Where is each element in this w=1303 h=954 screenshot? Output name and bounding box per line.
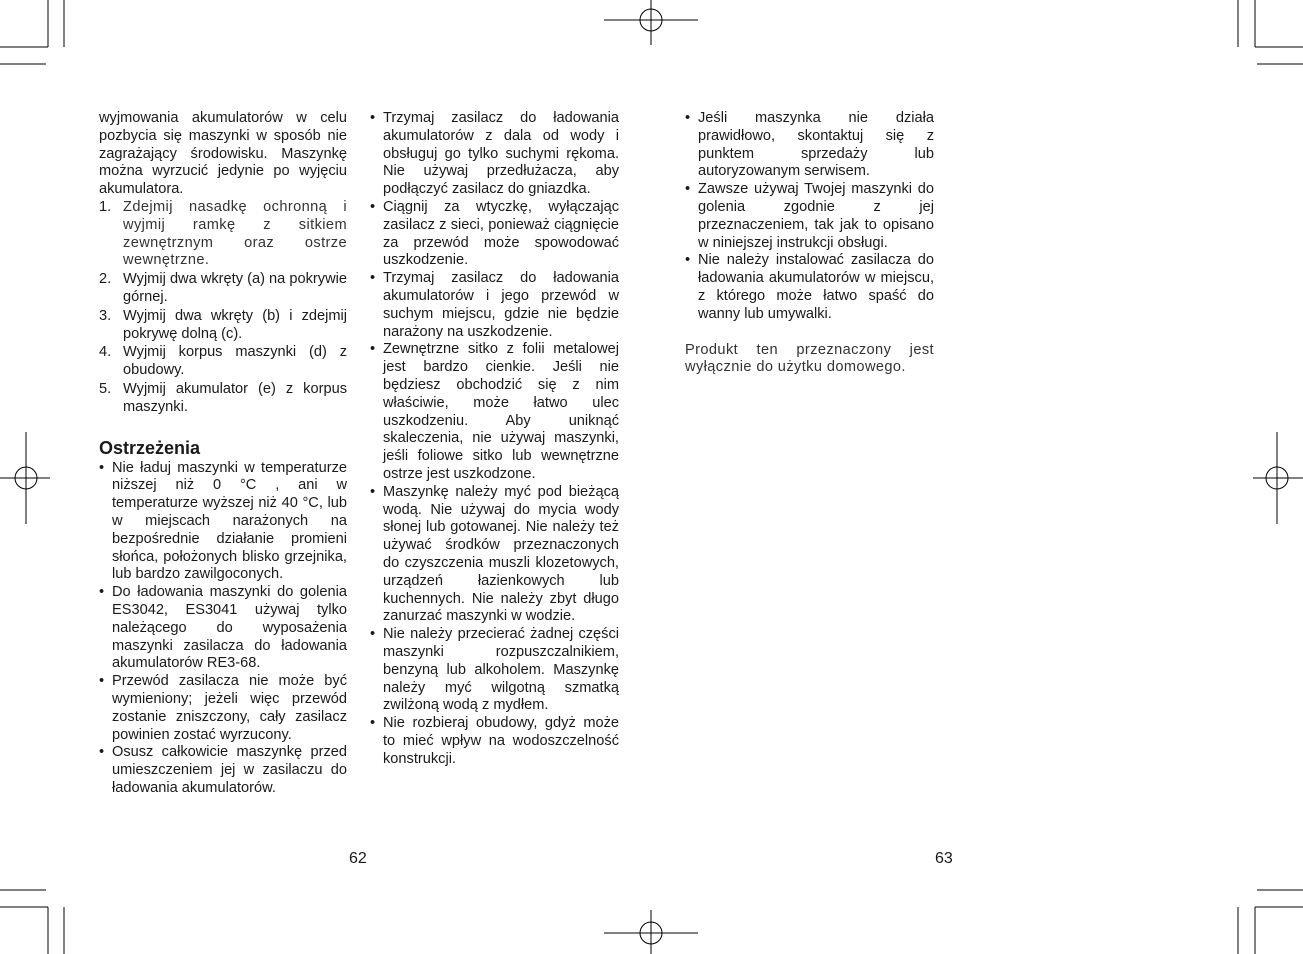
bullet-dot: • xyxy=(370,715,376,732)
warnings-list-2 xyxy=(370,110,619,768)
right-bullets-list xyxy=(685,110,934,324)
step-text: Zdejmij nasadkę ochronną i wyjmij ramkę z sitkiem zewnętrznym oraz ostrze wewnętrzne. xyxy=(123,198,347,269)
step-text: Wyjmij dwa wkręty (a) na pokrywie górnej. xyxy=(123,271,347,305)
bullet-dot: • xyxy=(370,198,376,215)
bullet-item xyxy=(685,181,934,252)
bullet-dot: • xyxy=(685,110,691,126)
warning-text: Przewód zasilacza nie może być wymieniony; jeżeli więc przewód zostanie zniszczony, cały zasilacz powinien zostać wyrzucony. xyxy=(112,673,347,743)
step-text: Wyjmij korpus maszynki (d) z obudowy. xyxy=(123,344,347,379)
bullet-text: Nie należy instalować zasilacza do ładowania akumulatorów w miejscu, z którego może łatwo spaść do wanny lub umywalki. xyxy=(698,252,934,322)
bullet-dot: • xyxy=(685,252,691,269)
step-item xyxy=(99,381,347,417)
right-page-column-1 xyxy=(685,110,934,377)
warning-item xyxy=(370,270,619,341)
bullet-dot: • xyxy=(370,483,376,500)
warning-item xyxy=(370,199,619,270)
bullet-item xyxy=(685,110,934,181)
bullet-dot: • xyxy=(99,584,105,601)
warning-item xyxy=(370,484,619,626)
bullet-dot: • xyxy=(99,673,105,690)
warning-item xyxy=(370,626,619,715)
warning-item xyxy=(99,744,347,797)
step-number: 5. xyxy=(99,380,112,397)
step-item xyxy=(99,308,347,344)
spacer xyxy=(685,324,934,342)
warning-item xyxy=(99,584,347,673)
warning-text: Nie rozbieraj obudowy, gdyż może to mieć wpływ na wodoszczelność konstrukcji. xyxy=(383,715,619,767)
bullet-item xyxy=(685,252,934,323)
bullet-dot: • xyxy=(370,341,376,358)
warnings-heading: Ostrzeżenia xyxy=(99,437,201,458)
page-number-left: 62 xyxy=(349,850,367,867)
step-number: 4. xyxy=(99,344,112,361)
bullet-dot: • xyxy=(370,110,376,126)
warning-text: Trzymaj zasilacz do ładowania akumulatorów i jego przewód w suchym miejscu, gdzie nie będzie narażony na uszkodzenie. xyxy=(383,270,619,340)
bullet-text: Zawsze używaj Twojej maszynki do golenia zgodnie z jej przeznaczeniem, tak jak to opisano w niniejszej instrukcji obsługi. xyxy=(698,181,934,251)
page-number-right: 63 xyxy=(935,850,953,867)
warning-text: Do ładowania maszynki do golenia ES3042, ES3041 używaj tylko należącego do wyposażenia maszynki zasilacza do ładowania akumulatorów RE3-68. xyxy=(112,584,347,672)
bullet-dot: • xyxy=(99,744,105,761)
household-use-note: Produkt ten przeznaczony jest wyłącznie do użytku domowego. xyxy=(685,341,934,376)
warning-text: Maszynkę należy myć pod bieżącą wodą. Nie używaj do mycia wody słonej lub gotowanej. Nie należy też używać środków przeznaczonych do czyszczenia muszli klozetowych, urządzeń łazienkowych lub kuchennych. Nie należy zbyt długo zanurzać maszynki w wodzie. xyxy=(383,483,619,625)
warnings-list-1 xyxy=(99,460,347,798)
step-item xyxy=(99,199,347,270)
step-text: Wyjmij dwa wkręty (b) i zdejmij pokrywę dolną (c). xyxy=(123,307,347,342)
warning-item xyxy=(370,110,619,199)
warning-text: Ciągnij za wtyczkę, wyłączając zasilacz z sieci, ponieważ ciągnięcie za przewód może spowodować uszkodzenie. xyxy=(383,198,619,269)
warning-text: Nie należy przecierać żadnej części maszynki rozpuszczalnikiem, benzyną lub alkoholem. Maszynkę należy myć wilgotną szmatką zwilżoną wodą z mydłem. xyxy=(383,626,619,714)
bullet-text: Jeśli maszynka nie działa prawidłowo, skontaktuj się z punktem sprzedaży lub autoryzowanym serwisem. xyxy=(698,110,934,180)
step-number: 2. xyxy=(99,271,112,288)
step-text: Wyjmij akumulator (e) z korpus maszynki. xyxy=(123,380,347,415)
left-page-column-1 xyxy=(99,110,347,798)
warning-text: Osusz całkowicie maszynkę przed umieszczeniem jej w zasilaczu do ładowania akumulatorów. xyxy=(112,744,347,796)
warning-text: Nie ładuj maszynki w temperaturze niższej niż 0 °C , ani w temperaturze wyższej niż 40 °C, lub w miejscach narażonych na bezpośrednie działanie promieni słońca, położonych blisko grzejnika, lub bardzo zawilgoconych. xyxy=(112,459,347,583)
warning-item xyxy=(370,341,619,483)
step-item xyxy=(99,344,347,380)
step-item xyxy=(99,271,347,307)
warning-item xyxy=(99,460,347,585)
warning-item xyxy=(370,715,619,768)
bullet-dot: • xyxy=(685,181,691,198)
bullet-dot: • xyxy=(370,626,376,643)
intro-paragraph: wyjmowania akumulatorów w celu pozbycia się maszynki w sposób nie zagrażający środowisku. Maszynkę można wyrzucić jedynie po wyjęciu akumulatora. xyxy=(99,110,347,198)
bullet-dot: • xyxy=(370,270,376,287)
bullet-dot: • xyxy=(99,459,105,476)
left-page-column-2 xyxy=(370,110,619,768)
warning-item xyxy=(99,673,347,744)
warning-text: Trzymaj zasilacz do ładowania akumulatorów z dala od wody i obsługuj go tylko suchymi rękoma. Nie używaj przedłużacza, aby podłączyć zasilacz do gniazdka. xyxy=(383,110,619,198)
disposal-steps-list xyxy=(99,199,347,417)
warning-text: Zewnętrzne sitko z folii metalowej jest bardzo cienkie. Jeśli nie będziesz obchodzić się z nim właściwie, może łatwo ulec uszkodzeniu. Aby uniknąć skaleczenia, nie używaj maszynki, jeśli foliowe sitko lub wewnętrzne ostrze jest uszkodzone. xyxy=(383,341,619,482)
step-number: 3. xyxy=(99,307,112,324)
step-number: 1. xyxy=(99,198,112,215)
